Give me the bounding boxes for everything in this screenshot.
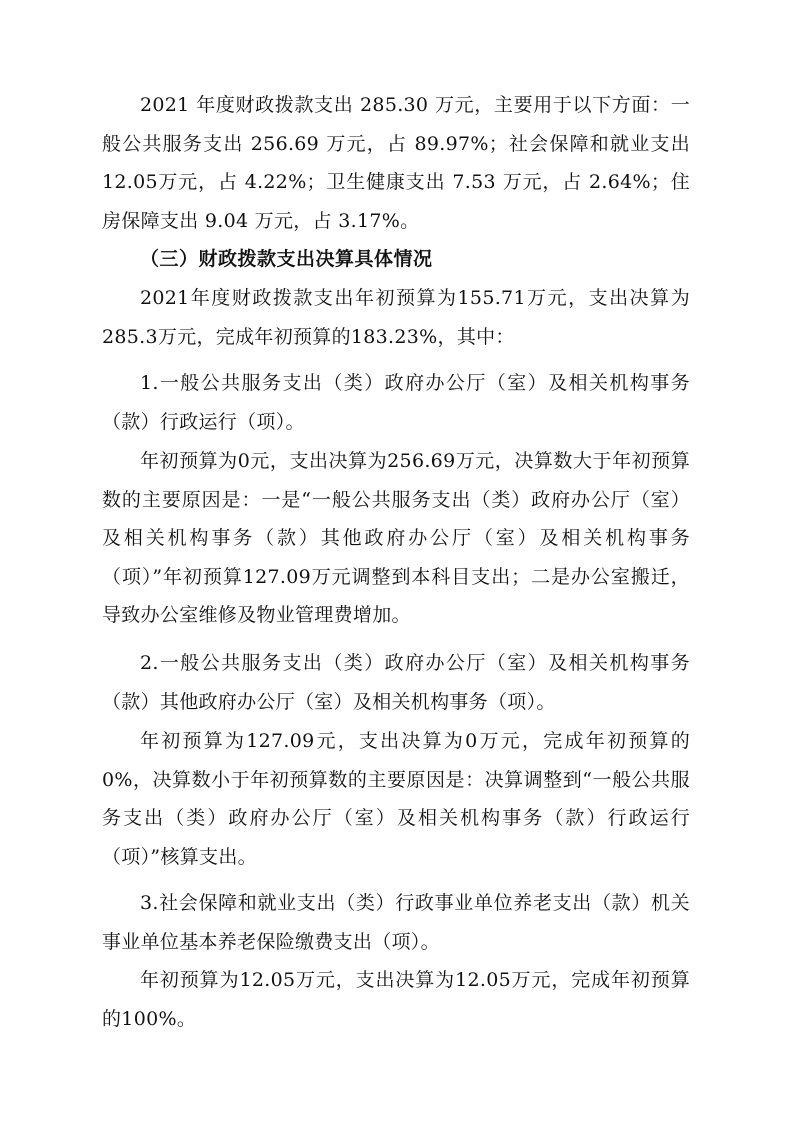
item-3-detail: 年初预算为12.05万元，支出决算为12.05万元，完成年初预算的100%。 xyxy=(102,969,690,1030)
paragraph-budget-overview: 2021年度财政拨款支出年初预算为155.71万元，支出决算为285.3万元，完成年初预算的183.23%，其中： xyxy=(102,287,690,348)
paragraph-expenditure-summary: 2021 年度财政拨款支出 285.30 万元，主要用于以下方面：一般公共服务支出 256.69 万元，占 89.97%；社会保障和就业支出 12.05万元，占 4.22%；卫生健康支出 7.53 万元，占 2.64%；住房保障支出 9.04 万元，占 3.17%。 xyxy=(102,94,690,232)
section-heading: （三）财政拨款支出决算具体情况 xyxy=(140,248,433,270)
item-1-detail: 年初预算为0元，支出决算为256.69万元，决算数大于年初预算数的主要原因是：一是“一般公共服务支出（类）政府办公厅（室）及相关机构事务（款）其他政府办公厅（室）及相关机构事务（项）”年初预算127.09万元调整到本科目支出；二是办公室搬迁，导致办公室维修及物业管理费增加。 xyxy=(102,450,690,626)
item-1-title: 1.一般公共服务支出（类）政府办公厅（室）及相关机构事务（款）行政运行（项）。 xyxy=(102,372,690,433)
item-3-title: 3.社会保障和就业支出（类）行政事业单位养老支出（款）机关事业单位基本养老保险缴费支出（项）。 xyxy=(102,892,690,953)
item-2-detail: 年初预算为127.09元，支出决算为0万元，完成年初预算的0%，决算数小于年初预算数的主要原因是：决算调整到“一般公共服务支出（类）政府办公厅（室）及相关机构事务（款）行政运行（项）”核算支出。 xyxy=(102,730,690,868)
item-2-title: 2.一般公共服务支出（类）政府办公厅（室）及相关机构事务（款）其他政府办公厅（室）及相关机构事务（项）。 xyxy=(102,652,690,713)
